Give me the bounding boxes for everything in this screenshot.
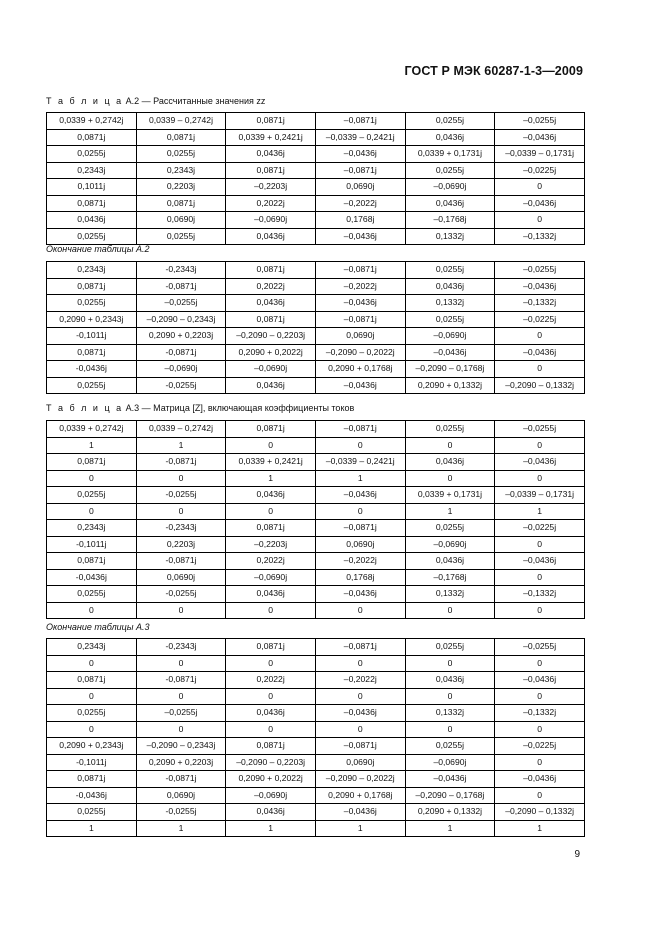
table-cell: 0,2203j [136, 179, 226, 196]
caption-prefix: Т а б л и ц а [46, 403, 124, 413]
table-cell: –0,2090 – 0,2203j [226, 754, 316, 771]
table-cell: 0,0255j [47, 804, 137, 821]
table-cell: –0,0436j [495, 195, 585, 212]
table-cell: 0,0436j [405, 454, 495, 471]
table-cell: –0,0436j [315, 146, 405, 163]
table-cell: 0,2090 + 0,1768j [315, 787, 405, 804]
table-cell: 0 [136, 470, 226, 487]
table-row [47, 503, 585, 520]
table-cell: 0,2090 + 0,1768j [315, 361, 405, 378]
table-cell: 0,1768j [315, 212, 405, 229]
table-row [47, 688, 585, 705]
table-cell: 0,2343j [47, 162, 137, 179]
table-cell: –0,2203j [226, 179, 316, 196]
table-cell: 0 [315, 688, 405, 705]
table-cell: 0 [47, 721, 137, 738]
table-cell: 0,0871j [47, 454, 137, 471]
table-cell: 0,0255j [47, 705, 137, 722]
table-cell: –0,2090 – 0,2343j [136, 738, 226, 755]
table-cell: 1 [47, 820, 137, 837]
table-cell: –0,0255j [495, 262, 585, 279]
table-cell: 0,0690j [315, 754, 405, 771]
table-cell: 0,0255j [47, 586, 137, 603]
table-cell: 0,0871j [47, 195, 137, 212]
table-cell: 0,0871j [226, 311, 316, 328]
table-cell: 0 [495, 212, 585, 229]
table-row [47, 553, 585, 570]
table-row [47, 212, 585, 229]
table-cell: 0,2343j [47, 639, 137, 656]
table-cell: 1 [226, 820, 316, 837]
table-cell: –0,0436j [495, 771, 585, 788]
table-cell: 0,0871j [226, 639, 316, 656]
table-cell: 0 [495, 536, 585, 553]
table-cell: –0,0225j [495, 520, 585, 537]
table-row [47, 262, 585, 279]
table-cell: 0 [47, 688, 137, 705]
table-cell: -0,0255j [136, 487, 226, 504]
table-cell: 0,2090 + 0,2343j [47, 738, 137, 755]
table-cell: –0,2022j [315, 553, 405, 570]
table-cell: 0 [495, 437, 585, 454]
table-cell: –0,0690j [405, 536, 495, 553]
table-row [47, 487, 585, 504]
table-cell: 0,0436j [405, 129, 495, 146]
table-cell: 0 [495, 179, 585, 196]
table-cell: -0,0255j [136, 377, 226, 394]
table-cell: -0,0255j [136, 804, 226, 821]
table-cell: 0 [405, 721, 495, 738]
table-cell: –0,2022j [315, 672, 405, 689]
table-cell: –0,0436j [315, 377, 405, 394]
table-cell: –0,0871j [315, 162, 405, 179]
table-cell: 0,0871j [47, 771, 137, 788]
table-cell: 0,0436j [226, 295, 316, 312]
table-row [47, 129, 585, 146]
table-cell: -0,0871j [136, 344, 226, 361]
table-row [47, 639, 585, 656]
table-cell: 0 [47, 470, 137, 487]
table-cell: –0,0225j [495, 162, 585, 179]
table-cell: 0,0339 + 0,2742j [47, 421, 137, 438]
table-row [47, 278, 585, 295]
table-cell: 0 [136, 602, 226, 619]
table-row [47, 787, 585, 804]
table-cell: 0,0255j [405, 738, 495, 755]
table-cell: 0 [495, 361, 585, 378]
table-row [47, 804, 585, 821]
table-cell: 0,0255j [47, 228, 137, 245]
table-cell: 0,0871j [226, 738, 316, 755]
table-cell: –0,0436j [495, 129, 585, 146]
table-cell: 0,0871j [226, 162, 316, 179]
table-row [47, 771, 585, 788]
table-cell: -0,0436j [47, 569, 137, 586]
table-cell: 0,0871j [226, 262, 316, 279]
table-cell: 0 [315, 437, 405, 454]
table-cell: –0,0339 – 0,2421j [315, 454, 405, 471]
table-a3-end [46, 638, 585, 837]
table-cell: –0,2090 – 0,2343j [136, 311, 226, 328]
table-cell: –0,1332j [495, 705, 585, 722]
table-cell: -0,2343j [136, 262, 226, 279]
table-cell: -0,0871j [136, 278, 226, 295]
table-cell: –0,0871j [315, 639, 405, 656]
table-cell: 0 [226, 437, 316, 454]
table-cell: 0,2022j [226, 672, 316, 689]
table-cell: 0,0871j [226, 421, 316, 438]
table-cell: –0,0255j [495, 113, 585, 130]
table-row [47, 195, 585, 212]
table-cell: –0,0436j [315, 295, 405, 312]
table-cell: -0,0255j [136, 586, 226, 603]
table-cell: 0,2343j [47, 520, 137, 537]
table-cell: –0,2090 – 0,2022j [315, 344, 405, 361]
table-cell: 0,0255j [136, 228, 226, 245]
table-row [47, 586, 585, 603]
table-row [47, 470, 585, 487]
table-row [47, 228, 585, 245]
table-cell: –0,0690j [405, 328, 495, 345]
table-row [47, 146, 585, 163]
table-cell: 0,0255j [405, 311, 495, 328]
table-cell: –0,0690j [226, 361, 316, 378]
table-cell: -0,1011j [47, 536, 137, 553]
table-cell: –0,0436j [495, 344, 585, 361]
table-cell: 0,0255j [47, 295, 137, 312]
table-cell: –0,0436j [315, 804, 405, 821]
table-cell: 1 [495, 503, 585, 520]
table-cell: 0,0436j [226, 705, 316, 722]
table-cell: –0,0436j [315, 586, 405, 603]
document-number: ГОСТ Р МЭК 60287-1-3—2009 [404, 64, 583, 78]
table-a2 [46, 112, 585, 245]
table-cell: 0 [495, 470, 585, 487]
table-row [47, 361, 585, 378]
table-cell: –0,2022j [315, 278, 405, 295]
table-cell: 0,2022j [226, 553, 316, 570]
table-cell: 0 [495, 569, 585, 586]
table-cell: 0,1332j [405, 228, 495, 245]
table-cell: 0,0255j [47, 487, 137, 504]
table-cell: –0,0255j [136, 705, 226, 722]
table-cell: 0,0339 – 0,2742j [136, 113, 226, 130]
table-cell: –0,0436j [315, 705, 405, 722]
table-row [47, 655, 585, 672]
table-cell: –0,0871j [315, 113, 405, 130]
table-cell: 0,2090 + 0,2203j [136, 328, 226, 345]
table-cell: –0,0871j [315, 738, 405, 755]
table-row [47, 344, 585, 361]
table-cell: 0,0339 + 0,2421j [226, 129, 316, 146]
table-cell: -0,1011j [47, 328, 137, 345]
table-cell: –0,1768j [405, 569, 495, 586]
table-cell: 0,0871j [47, 129, 137, 146]
table-cell: 0,0436j [47, 212, 137, 229]
table-cell: 0 [405, 437, 495, 454]
table-row [47, 377, 585, 394]
table-cell: –0,0436j [495, 672, 585, 689]
table-cell: 0 [495, 754, 585, 771]
page-number: 9 [574, 849, 580, 860]
table-row [47, 311, 585, 328]
table-cell: 0,2203j [136, 536, 226, 553]
table-cell: 0,0690j [315, 536, 405, 553]
table-cell: –0,0690j [226, 787, 316, 804]
table-cell: –0,0436j [315, 487, 405, 504]
table-cell: –0,2090 – 0,1332j [495, 377, 585, 394]
table-row [47, 721, 585, 738]
table-cell: 0 [495, 721, 585, 738]
table-cell: 0,0255j [47, 377, 137, 394]
table-cell: -0,0871j [136, 454, 226, 471]
table-row [47, 754, 585, 771]
table-row [47, 602, 585, 619]
table-row [47, 295, 585, 312]
table-cell: –0,0871j [315, 262, 405, 279]
table-cell: -0,0436j [47, 787, 137, 804]
table-row [47, 162, 585, 179]
caption-prefix: Т а б л и ц а [46, 96, 124, 106]
table-cell: 0 [136, 655, 226, 672]
table-cell: 0,0436j [405, 553, 495, 570]
table-cell: 0,0255j [47, 146, 137, 163]
table-cell: 0,2090 + 0,2203j [136, 754, 226, 771]
table-row [47, 738, 585, 755]
table-cell: -0,0871j [136, 553, 226, 570]
table-cell: 1 [495, 820, 585, 837]
table-cell: -0,0871j [136, 771, 226, 788]
table-cell: –0,0690j [136, 361, 226, 378]
table-cell: 0,0871j [136, 129, 226, 146]
table-cell: 0,2022j [226, 278, 316, 295]
table-cell: 0 [315, 503, 405, 520]
table-a2-end [46, 261, 585, 394]
table-cell: 0,2022j [226, 195, 316, 212]
table-cell: 0,2090 + 0,2022j [226, 771, 316, 788]
table-cell: 0,0871j [226, 520, 316, 537]
table-row [47, 536, 585, 553]
table-cell: 0 [495, 602, 585, 619]
table-cell: 0,0436j [226, 804, 316, 821]
table-cell: –0,0255j [495, 421, 585, 438]
table-cell: 0 [495, 655, 585, 672]
table-cell: 0,0436j [405, 278, 495, 295]
table-cell: 0,2090 + 0,2022j [226, 344, 316, 361]
table-cell: –0,0436j [495, 553, 585, 570]
table-cell: 0 [136, 721, 226, 738]
table-cell: 0,0339 + 0,2742j [47, 113, 137, 130]
table-cell: –0,0436j [495, 454, 585, 471]
table-row [47, 672, 585, 689]
table-cell: 0,0255j [405, 421, 495, 438]
table-cell: –0,0436j [405, 344, 495, 361]
table-cell: –0,2090 – 0,2203j [226, 328, 316, 345]
table-cell: 0,0255j [136, 146, 226, 163]
table-cell: 0,1332j [405, 705, 495, 722]
table-row [47, 454, 585, 471]
table-cell: –0,1332j [495, 295, 585, 312]
table-cell: 1 [405, 820, 495, 837]
table-cell: 0,0436j [226, 487, 316, 504]
table-cell: –0,2090 – 0,1332j [495, 804, 585, 821]
table-cell: 0,2343j [47, 262, 137, 279]
table-cell: 0 [405, 470, 495, 487]
table-cell: 0 [47, 655, 137, 672]
table-cell: –0,1332j [495, 586, 585, 603]
table-cell: 0,0871j [47, 344, 137, 361]
table-cell: 0,2090 + 0,2343j [47, 311, 137, 328]
table-cell: –0,0339 – 0,1731j [495, 487, 585, 504]
table-row [47, 421, 585, 438]
table-cell: –0,0690j [226, 569, 316, 586]
table-a3-end-caption: Окончание таблицы А.3 [46, 622, 150, 632]
table-cell: 0 [405, 602, 495, 619]
table-cell: –0,0871j [315, 520, 405, 537]
table-cell: 1 [47, 437, 137, 454]
table-cell: 0 [136, 688, 226, 705]
table-cell: 0,0436j [226, 586, 316, 603]
table-row [47, 179, 585, 196]
table-cell: 0,0255j [405, 639, 495, 656]
table-cell: –0,2090 – 0,1768j [405, 787, 495, 804]
table-cell: –0,0690j [405, 754, 495, 771]
table-cell: –0,0690j [226, 212, 316, 229]
table-cell: 0 [136, 503, 226, 520]
table-cell: 0,0436j [405, 672, 495, 689]
table-cell: –0,0255j [136, 295, 226, 312]
table-a2-caption [46, 96, 265, 106]
table-cell: 1 [315, 820, 405, 837]
table-cell: 0,0436j [226, 146, 316, 163]
table-cell: 0,0871j [47, 672, 137, 689]
table-cell: 0 [315, 655, 405, 672]
table-cell: 0 [495, 787, 585, 804]
table-cell: –0,0339 – 0,2421j [315, 129, 405, 146]
table-cell: 0,1768j [315, 569, 405, 586]
table-row [47, 820, 585, 837]
table-cell: 0,0871j [226, 113, 316, 130]
table-row [47, 113, 585, 130]
table-cell: -0,2343j [136, 520, 226, 537]
table-cell: 1 [136, 820, 226, 837]
table-cell: –0,0690j [405, 179, 495, 196]
table-cell: -0,1011j [47, 754, 137, 771]
table-cell: –0,2090 – 0,1768j [405, 361, 495, 378]
table-cell: 0 [47, 602, 137, 619]
table-cell: 0 [495, 328, 585, 345]
table-cell: 0,1011j [47, 179, 137, 196]
table-cell: 1 [136, 437, 226, 454]
table-cell: -0,0871j [136, 672, 226, 689]
table-cell: 0 [495, 688, 585, 705]
table-row [47, 569, 585, 586]
table-cell: 0,0871j [136, 195, 226, 212]
table-cell: –0,0255j [495, 639, 585, 656]
table-cell: 0,0255j [405, 520, 495, 537]
table-cell: 0,0690j [136, 569, 226, 586]
table-cell: 0 [47, 503, 137, 520]
table-cell: 1 [315, 470, 405, 487]
table-cell: 1 [226, 470, 316, 487]
table-cell: 0 [226, 602, 316, 619]
table-cell: 0 [315, 721, 405, 738]
table-cell: 0,0690j [315, 328, 405, 345]
table-cell: 0 [226, 503, 316, 520]
table-cell: 0,0436j [226, 228, 316, 245]
table-cell: –0,2203j [226, 536, 316, 553]
table-cell: 0,0339 + 0,1731j [405, 487, 495, 504]
table-cell: –0,1768j [405, 212, 495, 229]
table-cell: –0,2090 – 0,2022j [315, 771, 405, 788]
caption-title: А.2 — Рассчитанные значения zz [123, 96, 266, 106]
table-cell: –0,0225j [495, 738, 585, 755]
table-cell: 0,0690j [136, 787, 226, 804]
table-cell: 0,0436j [226, 377, 316, 394]
table-cell: 0,0339 + 0,2421j [226, 454, 316, 471]
table-a2-end-caption: Окончание таблицы А.2 [46, 244, 150, 254]
table-cell: 0 [226, 655, 316, 672]
table-cell: 0,0339 – 0,2742j [136, 421, 226, 438]
table-cell: 0 [405, 655, 495, 672]
table-cell: –0,0436j [495, 278, 585, 295]
caption-title: А.3 — Матрица [Z], включающая коэффициенты токов [123, 403, 355, 413]
table-cell: 0,2090 + 0,1332j [405, 377, 495, 394]
table-cell: –0,0339 – 0,1731j [495, 146, 585, 163]
table-cell: 0,2090 + 0,1332j [405, 804, 495, 821]
table-cell: 0,0690j [136, 212, 226, 229]
table-row [47, 705, 585, 722]
table-row [47, 328, 585, 345]
table-cell: 0,0339 + 0,1731j [405, 146, 495, 163]
table-cell: 0,0255j [405, 162, 495, 179]
table-cell: –0,0225j [495, 311, 585, 328]
table-row [47, 520, 585, 537]
table-cell: 0 [226, 688, 316, 705]
table-cell: 0,2343j [136, 162, 226, 179]
table-cell: -0,2343j [136, 639, 226, 656]
table-cell: 0,0690j [315, 179, 405, 196]
table-cell: 0,1332j [405, 295, 495, 312]
table-cell: –0,0871j [315, 421, 405, 438]
table-cell: -0,0436j [47, 361, 137, 378]
table-cell: 0 [405, 688, 495, 705]
table-cell: –0,2022j [315, 195, 405, 212]
table-cell: 0,0255j [405, 113, 495, 130]
table-cell: 0,0871j [47, 278, 137, 295]
table-cell: –0,0436j [315, 228, 405, 245]
table-row [47, 437, 585, 454]
table-cell: –0,1332j [495, 228, 585, 245]
table-cell: 0 [315, 602, 405, 619]
table-cell: 0,0255j [405, 262, 495, 279]
table-cell: 1 [405, 503, 495, 520]
table-cell: –0,0436j [405, 771, 495, 788]
table-cell: –0,0871j [315, 311, 405, 328]
table-cell: 0,0436j [405, 195, 495, 212]
table-a3-caption [46, 403, 354, 413]
table-cell: 0 [226, 721, 316, 738]
table-a3 [46, 420, 585, 619]
table-cell: 0,1332j [405, 586, 495, 603]
table-cell: 0,0871j [47, 553, 137, 570]
